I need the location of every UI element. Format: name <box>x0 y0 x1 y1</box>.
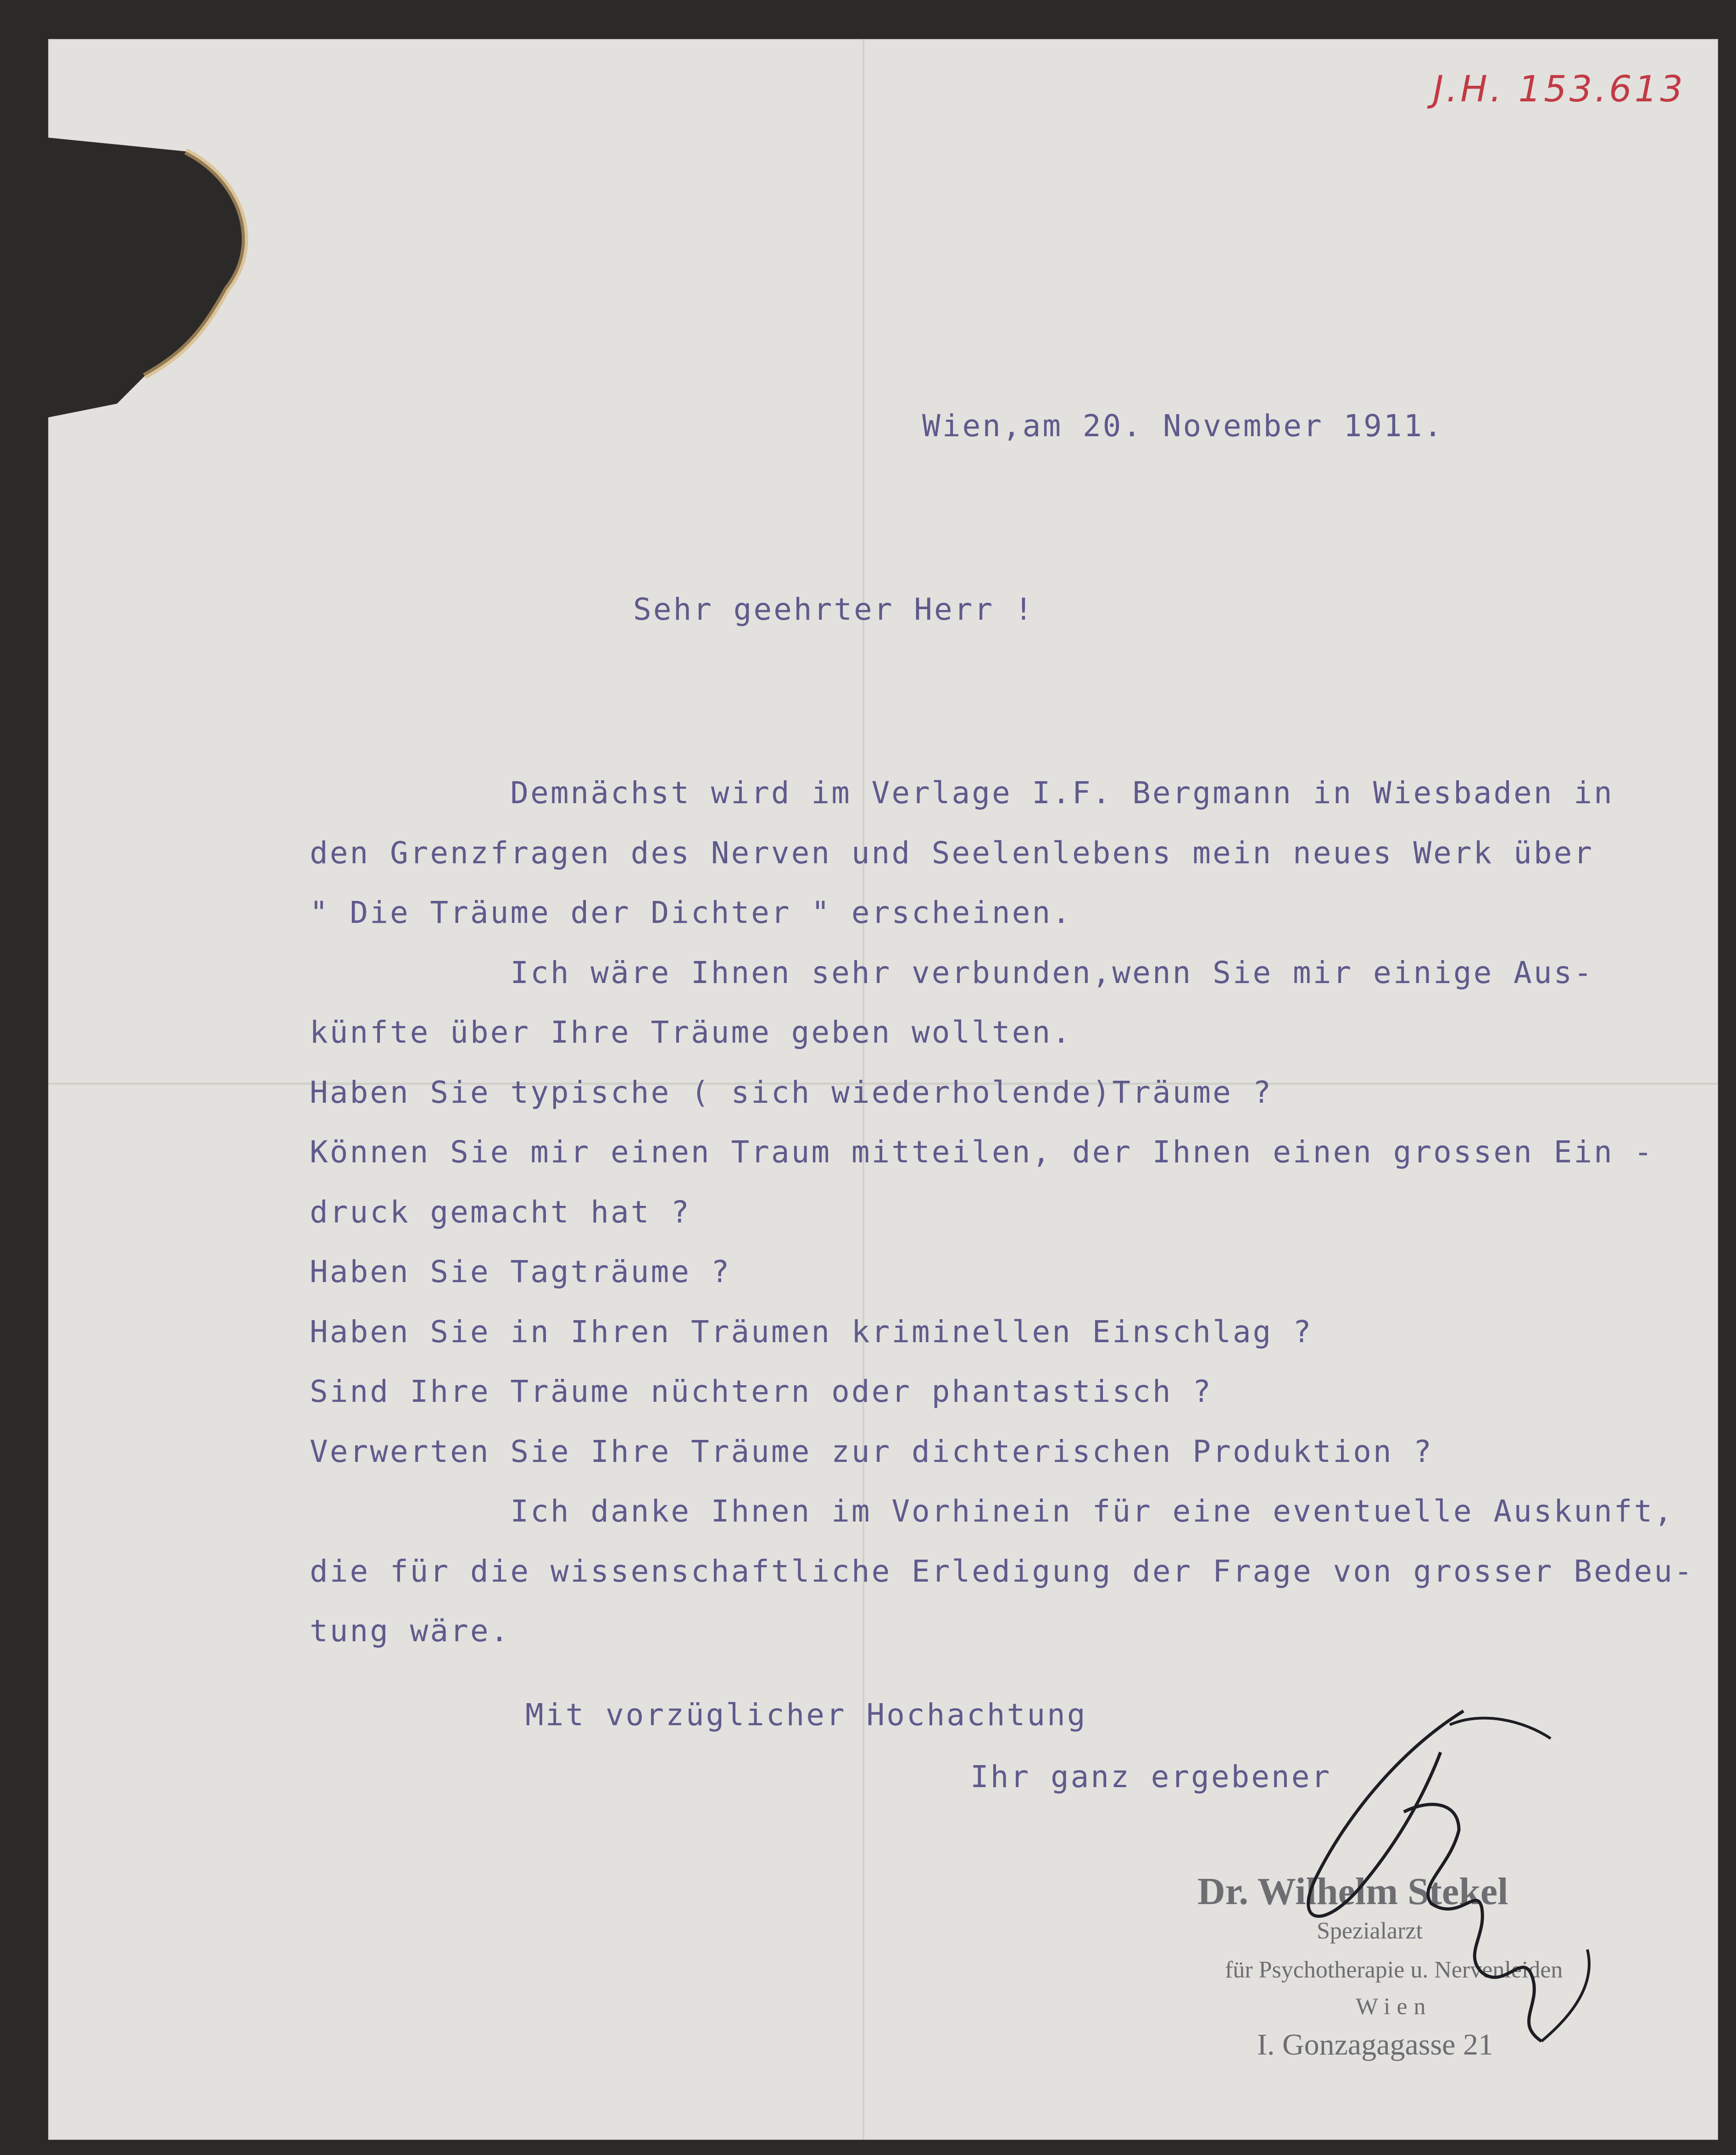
closing-line-2: Ihr ganz ergebener <box>970 1759 1332 1794</box>
letter-line: Haben Sie typische ( sich wiederholende)Träume ? <box>310 1075 1273 1110</box>
date-line: Wien,am 20. November 1911. <box>922 408 1444 444</box>
letter-line: druck gemacht hat ? <box>310 1194 691 1230</box>
letter-line: tung wäre. <box>310 1613 511 1649</box>
salutation: Sehr geehrter Herr ! <box>633 592 1035 627</box>
letter-line: Sind Ihre Träume nüchtern oder phantastisch ? <box>310 1374 1213 1409</box>
letter-line: Können Sie mir einen Traum mitteilen, der Ihnen einen grossen Ein - <box>310 1134 1654 1170</box>
letter-line: Demnächst wird im Verlage I.F. Bergmann in Wiesbaden in <box>310 775 1614 811</box>
archive-reference: J.H. 153.613 <box>1433 69 1686 110</box>
letter-line: künfte über Ihre Träume geben wollten. <box>310 1015 1072 1050</box>
letter-line: Ich danke Ihnen im Vorhinein für eine eventuelle Auskunft, <box>310 1494 1675 1529</box>
handwritten-signature <box>1266 1693 1642 2069</box>
letter-line: den Grenzfragen des Nerven und Seelenlebens mein neues Werk über <box>310 835 1594 871</box>
torn-corner <box>48 138 250 417</box>
stamp-address: I. Gonzagagasse 21 <box>1257 2028 1493 2061</box>
letter-line: die für die wissenschaftliche Erledigung der Frage von grosser Bedeu- <box>310 1554 1694 1589</box>
letter-line: Haben Sie Tagträume ? <box>310 1254 731 1289</box>
letter-line: Ich wäre Ihnen sehr verbunden,wenn Sie mir einige Aus- <box>310 955 1594 990</box>
closing-line: Mit vorzüglicher Hochachtung <box>525 1697 1087 1733</box>
stamp-title: Spezialarzt <box>1317 1918 1423 1944</box>
letter-line: " Die Träume der Dichter " erscheinen. <box>310 895 1072 930</box>
stamp-name: Dr. Wilhelm Stekel <box>1197 1870 1508 1913</box>
letter-line: Verwerten Sie Ihre Träume zur dichterischen Produktion ? <box>310 1434 1434 1469</box>
stamp-specialty: für Psychotherapie u. Nervenleiden <box>1225 1957 1563 1983</box>
stamp-city: Wien <box>1356 1994 1432 2020</box>
letter-line: Haben Sie in Ihren Träumen kriminellen Einschlag ? <box>310 1314 1313 1350</box>
